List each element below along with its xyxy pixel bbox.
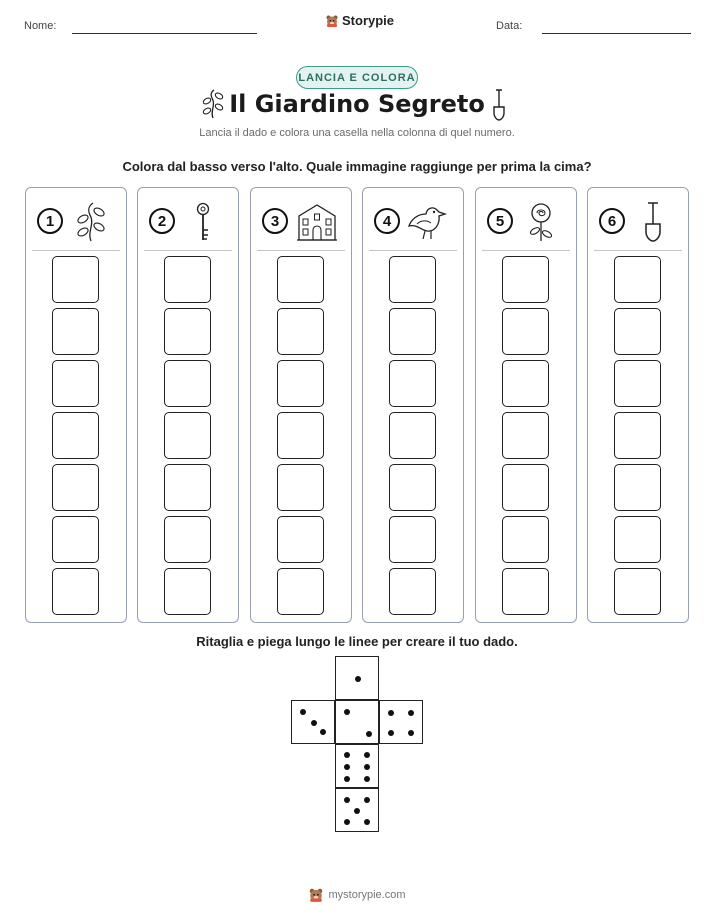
column-header — [363, 202, 463, 242]
color-box[interactable] — [389, 516, 436, 563]
color-box[interactable] — [389, 256, 436, 303]
color-box[interactable] — [52, 412, 99, 459]
bear-mascot-icon — [325, 14, 339, 28]
subtitle: Lancia il dado e colora una casella nella colonna di quel numero. — [199, 127, 515, 139]
color-box[interactable] — [164, 360, 211, 407]
color-box[interactable] — [614, 360, 661, 407]
dice-pip — [354, 808, 360, 814]
column-divider — [482, 250, 570, 251]
color-box[interactable] — [52, 516, 99, 563]
color-box[interactable] — [164, 308, 211, 355]
color-box[interactable] — [614, 412, 661, 459]
color-box[interactable] — [502, 464, 549, 511]
shovel-icon — [490, 89, 508, 121]
dice-pip — [344, 797, 350, 803]
color-box[interactable] — [502, 308, 549, 355]
column-divider — [369, 250, 457, 251]
bird-icon — [407, 202, 449, 242]
color-box[interactable] — [277, 412, 324, 459]
footer — [0, 887, 714, 903]
color-box[interactable] — [164, 516, 211, 563]
color-box[interactable] — [164, 464, 211, 511]
color-box[interactable] — [52, 464, 99, 511]
color-box[interactable] — [52, 308, 99, 355]
race-column-6 — [587, 187, 689, 623]
column-header — [251, 202, 351, 242]
mansion-icon — [295, 202, 339, 242]
column-header — [138, 202, 238, 242]
dice-pip — [364, 819, 370, 825]
dice-pip — [344, 819, 350, 825]
dice-pip — [364, 764, 370, 770]
vine-icon — [74, 202, 108, 242]
race-column-3 — [250, 187, 352, 623]
color-box[interactable] — [164, 412, 211, 459]
color-box[interactable] — [277, 568, 324, 615]
dice-pip — [344, 709, 350, 715]
column-number: 4 — [374, 208, 400, 234]
brand-name: Storypie — [342, 13, 395, 28]
color-box[interactable] — [502, 412, 549, 459]
dice-pip — [408, 710, 414, 716]
column-number: 6 — [599, 208, 625, 234]
dice-pip — [366, 731, 372, 737]
column-number: 3 — [262, 208, 288, 234]
dice-pip — [344, 752, 350, 758]
color-box[interactable] — [614, 308, 661, 355]
column-divider — [144, 250, 232, 251]
name-line — [72, 33, 257, 34]
column-number: 5 — [487, 208, 513, 234]
column-instruction: Colora dal basso verso l'alto. Quale immagine raggiunge per prima la cima? — [122, 159, 592, 174]
color-box[interactable] — [502, 360, 549, 407]
color-box[interactable] — [277, 516, 324, 563]
dice-face-center — [335, 700, 379, 744]
color-box[interactable] — [277, 308, 324, 355]
column-header — [26, 202, 126, 242]
race-column-2 — [137, 187, 239, 623]
footer-url[interactable]: mystorypie.com — [328, 889, 406, 901]
column-header — [588, 202, 688, 242]
color-box[interactable] — [614, 256, 661, 303]
dice-face-5 — [335, 788, 379, 832]
race-column-1 — [25, 187, 127, 623]
color-box[interactable] — [614, 516, 661, 563]
dice-instruction: Ritaglia e piega lungo le linee per creare il tuo dado. — [196, 634, 518, 649]
color-box[interactable] — [52, 256, 99, 303]
bear-mascot-icon — [308, 887, 324, 903]
dice-pip — [300, 709, 306, 715]
dice-face-6 — [335, 744, 379, 788]
key-icon — [186, 202, 220, 242]
dice-pip — [344, 776, 350, 782]
dice-pip — [311, 720, 317, 726]
color-box[interactable] — [502, 256, 549, 303]
color-box[interactable] — [52, 360, 99, 407]
color-box[interactable] — [52, 568, 99, 615]
page-title: Il Giardino Segreto — [229, 90, 485, 118]
date-line — [542, 33, 691, 34]
color-box[interactable] — [389, 464, 436, 511]
rose-icon — [524, 202, 558, 242]
shovel-icon — [636, 202, 670, 242]
dice-pip — [355, 676, 361, 682]
color-box[interactable] — [277, 256, 324, 303]
column-number: 1 — [37, 208, 63, 234]
color-box[interactable] — [277, 464, 324, 511]
dice-pip — [388, 710, 394, 716]
dice-pip — [364, 776, 370, 782]
dice-face-2 — [291, 700, 335, 744]
color-box[interactable] — [614, 568, 661, 615]
dice-pip — [388, 730, 394, 736]
dice-pip — [364, 797, 370, 803]
color-box[interactable] — [164, 568, 211, 615]
dice-pip — [408, 730, 414, 736]
column-header — [476, 202, 576, 242]
brand-logo — [325, 13, 394, 28]
color-box[interactable] — [389, 412, 436, 459]
color-box[interactable] — [277, 360, 324, 407]
column-number: 2 — [149, 208, 175, 234]
activity-badge: LANCIA E COLORA — [296, 66, 418, 89]
dice-face-4 — [379, 700, 423, 744]
column-divider — [32, 250, 120, 251]
column-divider — [257, 250, 345, 251]
color-box[interactable] — [614, 464, 661, 511]
race-column-4 — [362, 187, 464, 623]
color-box[interactable] — [389, 308, 436, 355]
color-box[interactable] — [502, 568, 549, 615]
dice-face-1 — [335, 656, 379, 700]
column-divider — [594, 250, 682, 251]
race-column-5 — [475, 187, 577, 623]
color-box[interactable] — [389, 360, 436, 407]
color-box[interactable] — [502, 516, 549, 563]
dice-pip — [364, 752, 370, 758]
dice-pip — [320, 729, 326, 735]
date-label: Data: — [496, 20, 523, 32]
color-box[interactable] — [164, 256, 211, 303]
dice-pip — [344, 764, 350, 770]
color-box[interactable] — [389, 568, 436, 615]
name-label: Nome: — [24, 20, 57, 32]
